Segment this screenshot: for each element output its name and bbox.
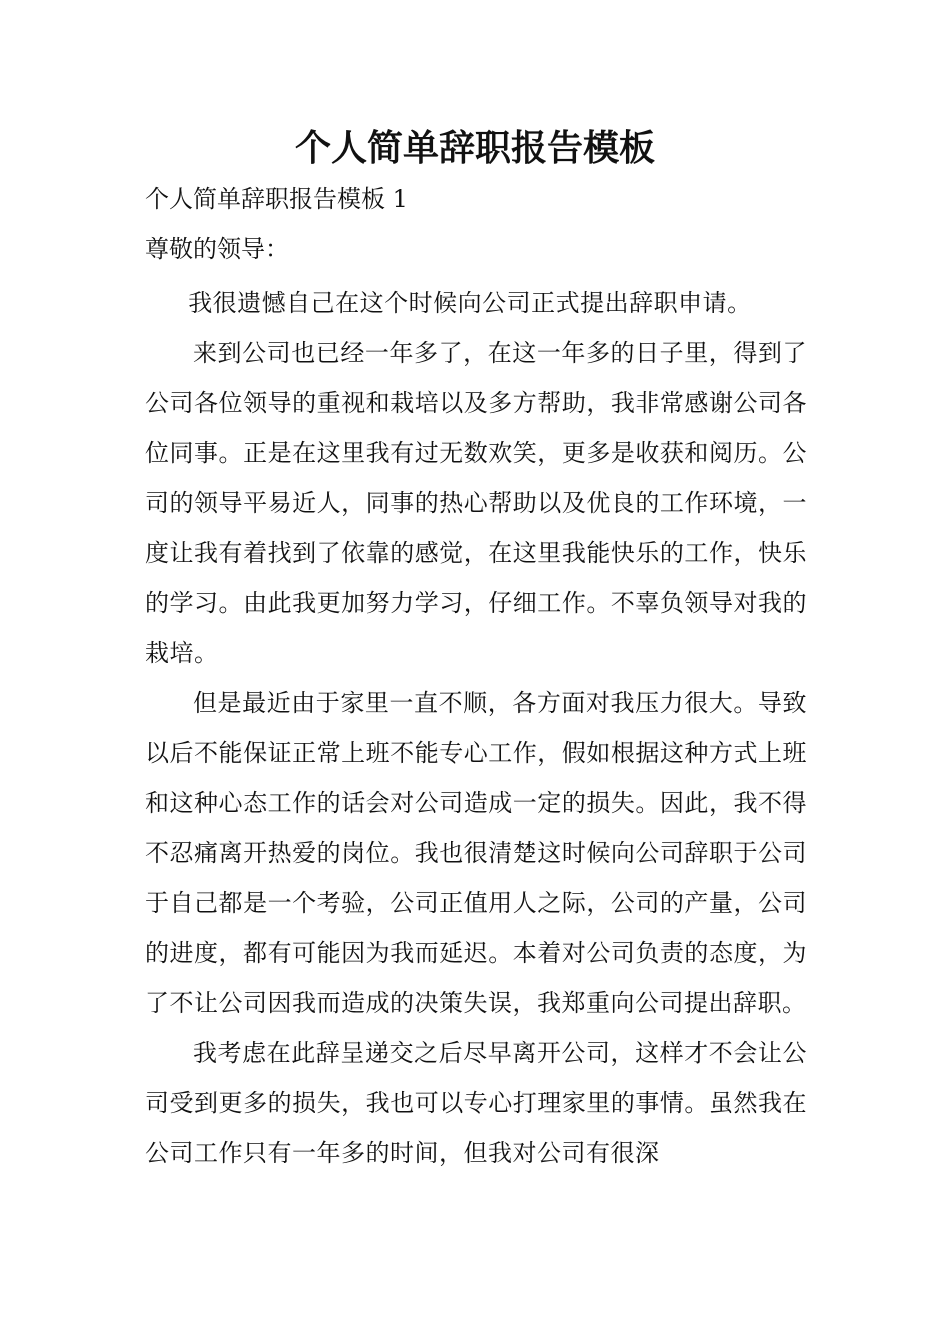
document-subtitle: 个人简单辞职报告模板 1	[145, 185, 408, 213]
paragraph-4: 我考虑在此辞呈递交之后尽早离开公司，这样才不会让公司受到更多的损失，我也可以专心打理家里的事情。虽然我在公司工作只有一年多的时间，但我对公司有很深	[145, 1039, 807, 1167]
paragraph-1: 我很遗憾自己在这个时候向公司正式提出辞职申请。	[188, 289, 752, 317]
document-title: 个人简单辞职报告模板	[294, 127, 655, 169]
paragraph-2: 来到公司也已经一年多了，在这一年多的日子里，得到了公司各位领导的重视和栽培以及多方帮助，我非常感谢公司各位同事。正是在这里我有过无数欢笑，更多是收获和阅历。公司的领导平易近人，同事的热心帮助以及优良的工作环境，一度让我有着找到了依靠的感觉，在这里我能快乐的工作，快乐的学习。由此我更加努力学习，仔细工作。不辜负领导对我的栽培。	[145, 339, 807, 667]
letter-body	[145, 278, 807, 1178]
paragraph-3: 但是最近由于家里一直不顺，各方面对我压力很大。导致以后不能保证正常上班不能专心工作，假如根据这种方式上班和这种心态工作的话会对公司造成一定的损失。因此，我不得不忍痛离开热爱的岗位。我也很清楚这时候向公司辞职于公司于自己都是一个考验，公司正值用人之际，公司的产量，公司的进度，都有可能因为我而延迟。本着对公司负责的态度，为了不让公司因我而造成的决策失误，我郑重向公司提出辞职。	[145, 689, 807, 1017]
salutation: 尊敬的领导：	[145, 235, 289, 263]
